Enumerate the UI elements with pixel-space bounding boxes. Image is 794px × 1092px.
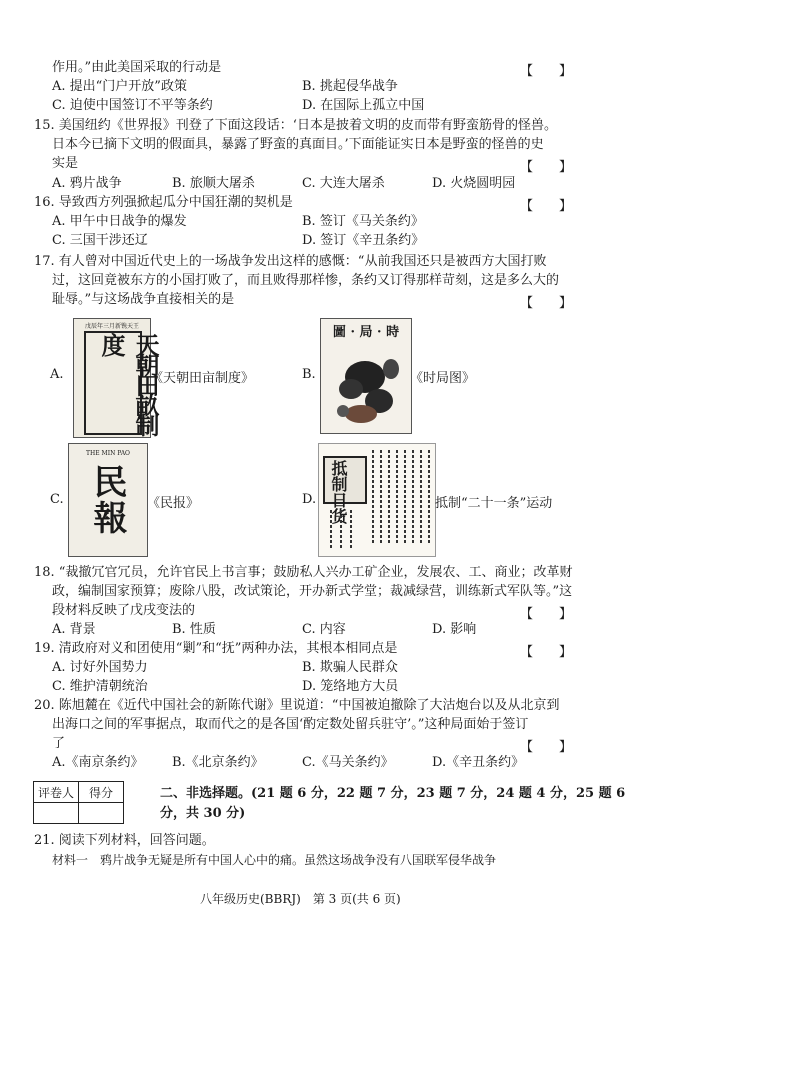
q17-option-d-caption: 抵制“二十一条”运动 (435, 496, 553, 511)
page-footer: 八年级历史(BBRJ) 第 3 页(共 6 页) (200, 892, 401, 906)
q17-option-d-letter: D. (302, 492, 317, 507)
q14-option-a: A. 提出“门户开放”政策 (52, 79, 187, 94)
q17-answer-bracket: 【 】 (520, 296, 573, 311)
q15-option-b: B. 旅顺大屠杀 (172, 176, 255, 191)
q14-option-c: C. 迫使中国签订不平等条约 (52, 98, 213, 113)
q17-stem-line2: 过，这回竟被东方的小国打败了，而且败得那样惨，条约又订得那样苛刻，这是多么大的 (52, 273, 560, 288)
q17-option-a-caption: 《天朝田亩制度》 (150, 371, 255, 386)
q17-option-c-image (68, 443, 148, 557)
q18-option-c: C. 内容 (302, 622, 346, 637)
q18-stem-line1: 18. “裁撤冗官冗员，允许官民上书言事；鼓励私人兴办工矿企业，发展农、工、商业；改革财 (34, 565, 573, 580)
q17-option-b-image (320, 318, 412, 434)
score-header: 得分 (79, 782, 124, 803)
q18-option-b: B. 性质 (172, 622, 216, 637)
q16-stem: 16. 导致西方列强掀起瓜分中国狂潮的契机是 (34, 195, 293, 210)
q17-option-b-image-title: 圖 · 局 · 時 (332, 325, 400, 340)
q17-stem-line1: 17. 有人曾对中国近代史上的一场战争发出这样的感慨：“从前我国还只是被西方大国打败 (34, 254, 547, 269)
grader-cell[interactable] (34, 803, 79, 824)
q19-answer-bracket: 【 】 (520, 645, 573, 660)
q17-option-a-image (73, 318, 160, 438)
q17-option-d-text-columns (319, 444, 435, 556)
q17-option-a-letter: A. (50, 367, 64, 382)
q15-stem-line2: 日本今已摘下文明的假面具，暴露了野蛮的真面目。’下面能证实日本是野蛮的怪兽的史 (52, 137, 544, 152)
q20-option-b: B.《北京条约》 (172, 755, 264, 770)
q17-option-a-image-header: 戊辰年三月新镌天王 (84, 323, 139, 330)
q20-stem-line3: 了 (52, 736, 66, 751)
q16-option-a: A. 甲午中日战争的爆发 (52, 214, 187, 229)
q18-stem-line3: 段材料反映了戊戌变法的 (52, 603, 196, 618)
q18-option-a: A. 背景 (52, 622, 96, 637)
q18-option-d: D. 影响 (432, 622, 477, 637)
q17-option-c-letter: C. (50, 492, 64, 507)
q17-option-b-caption: 《时局图》 (410, 371, 476, 386)
score-cell[interactable] (79, 803, 124, 824)
q14-option-b: B. 挑起侵华战争 (302, 79, 398, 94)
q19-option-c: C. 维护清朝统治 (52, 679, 148, 694)
q16-option-b: B. 签订《马关条约》 (302, 214, 424, 229)
q16-option-c: C. 三国干涉还辽 (52, 233, 148, 248)
q20-option-d: D.《辛丑条约》 (432, 755, 525, 770)
q15-option-d: D. 火烧圆明园 (432, 176, 516, 191)
q17-option-c-caption: 《民报》 (147, 496, 200, 511)
q15-option-a: A. 鸦片战争 (52, 176, 122, 191)
section2-title-line2: 分，共 30 分) (160, 806, 246, 821)
q14-option-d: D. 在国际上孤立中国 (302, 98, 425, 113)
q17-option-d-image (318, 443, 436, 557)
q17-option-b-map-drawing (321, 319, 411, 433)
q15-stem-line1: 15. 美国纽约《世界报》刊登了下面这段话：‘日本是披着文明的皮而带有野蛮筋骨的怪兽。 (34, 118, 557, 133)
q19-option-d: D. 笼络地方大员 (302, 679, 399, 694)
q17-option-c-image-title: 民報 (87, 464, 127, 536)
q18-stem-line2: 政，编制国家预算；废除八股，改试策论，开办新式学堂；裁减绿营，训练新式军队等。”这 (52, 584, 573, 599)
q20-option-c: C.《马关条约》 (302, 755, 394, 770)
q18-answer-bracket: 【 】 (520, 607, 573, 622)
q17-option-b-letter: B. (302, 367, 316, 382)
q16-answer-bracket: 【 】 (520, 199, 573, 214)
grader-score-table (33, 781, 124, 824)
q19-stem: 19. 清政府对义和团使用“剿”和“抚”两种办法，其根本相同点是 (34, 641, 398, 656)
q14-stem: 作用。”由此美国采取的行动是 (52, 60, 222, 75)
q16-option-d: D. 签订《辛丑条约》 (302, 233, 425, 248)
q20-answer-bracket: 【 】 (520, 740, 573, 755)
q21-material-one: 材料一 鸦片战争无疑是所有中国人心中的痛。虽然这场战争没有八国联军侵华战争 (52, 853, 497, 867)
q20-stem-line1: 20. 陈旭麓在《近代中国社会的新陈代谢》里说道：“中国被迫撤除了大沽炮台以及从北京到 (34, 698, 560, 713)
q19-option-a: A. 讨好外国势力 (52, 660, 148, 675)
q19-option-b: B. 欺骗人民群众 (302, 660, 398, 675)
q21-stem: 21. 阅读下列材料，回答问题。 (34, 833, 215, 848)
q15-answer-bracket: 【 】 (520, 160, 573, 175)
section2-title-line1: 二、非选择题。(21 题 6 分，22 题 7 分，23 题 7 分，24 题 4 分，25 题 6 (160, 786, 626, 801)
q15-option-c: C. 大连大屠杀 (302, 176, 385, 191)
q17-option-c-image-header: THE MIN PAO (86, 450, 130, 457)
q17-option-d-image-title: 抵制日货 (329, 460, 348, 524)
q14-answer-bracket: 【 】 (520, 64, 573, 79)
q17-stem-line3: 耻辱。”与这场战争直接相关的是 (52, 292, 235, 307)
q17-option-a-image-title: 天朝田畝制度 (97, 333, 160, 433)
q20-option-a: A.《南京条约》 (52, 755, 144, 770)
q15-stem-line3: 实是 (52, 156, 79, 171)
q20-stem-line2: 出海口之间的军事据点，取而代之的是各国‘酌定数处留兵驻守’。”这种局面始于签订 (52, 717, 529, 732)
grader-header: 评卷人 (34, 782, 79, 803)
